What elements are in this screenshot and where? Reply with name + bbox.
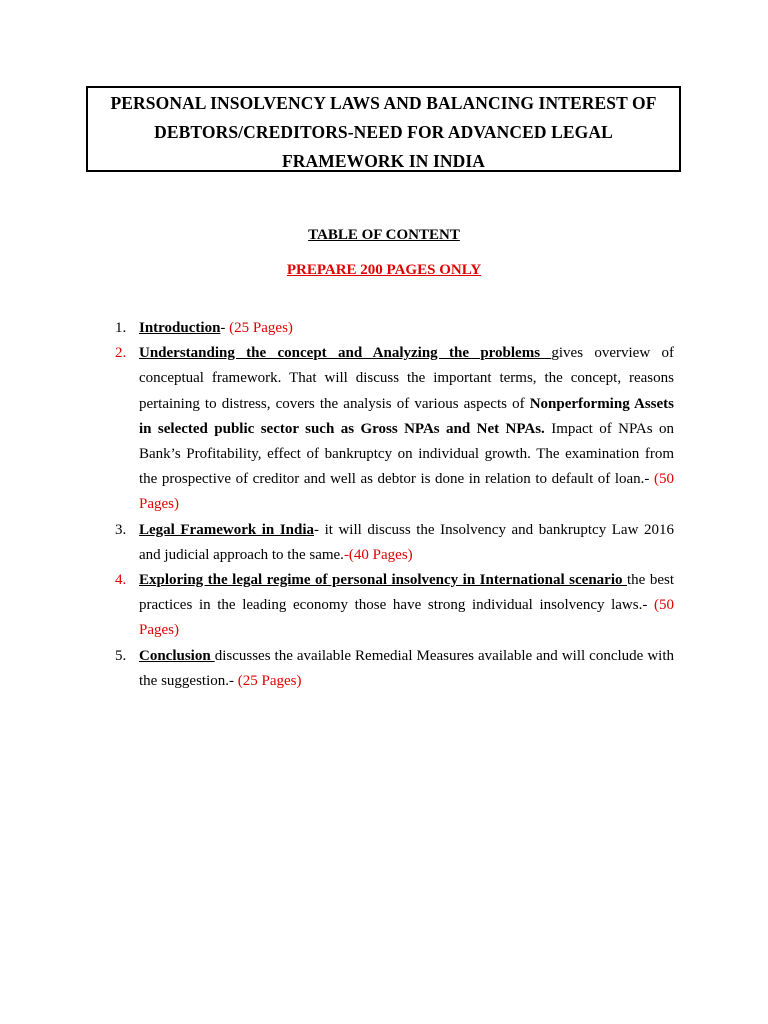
toc-item-separator: - (220, 320, 230, 336)
toc-item-pages: (25 Pages) (229, 320, 293, 336)
toc-item-description-continued: Impact of NPAs on Bank’s Profitability, effect of bankruptcy on individual growth. The examination from the prospective of creditor and well as debtor is done in relation to default of loan.- (139, 420, 674, 488)
toc-item-description-bold: Nonperforming Assets in selected public sector such as Gross NPAs and Net NPAs. (139, 395, 674, 437)
title-line-2: DEBTORS/CREDITORS-NEED FOR ADVANCED LEGAL (154, 122, 613, 142)
title-line-3: FRAMEWORK IN INDIA (281, 151, 486, 171)
toc-item-pages: (50 Pages) (139, 471, 674, 513)
toc-item-description: gives overview of conceptual framework. That will discuss the important terms, the concept, reasons pertaining to distress, covers the analysis of various aspects of (139, 345, 674, 412)
toc-item-title: Conclusion (139, 647, 215, 664)
toc-item-pages: (50 Pages) (139, 597, 674, 639)
toc-item-number: 3. (115, 521, 127, 538)
toc-list (115, 316, 674, 694)
toc-item-conclusion (115, 644, 674, 694)
toc-item-number: 1. (115, 320, 127, 336)
toc-item-number: 4. (115, 572, 127, 589)
document-title-box (86, 86, 681, 172)
toc-item-introduction (115, 316, 674, 341)
toc-item-title: Exploring the legal regime of personal insolvency in International scenario (139, 572, 627, 589)
document-title (88, 88, 679, 176)
toc-item-number: 5. (115, 647, 127, 664)
toc-item-international (115, 568, 674, 644)
toc-item-concept (115, 341, 674, 517)
toc-item-description: the best practices in the leading economy those have strong individual insolvency laws.- (139, 572, 674, 614)
toc-item-number: 2. (115, 345, 127, 362)
toc-item-description: discusses the available Remedial Measures available and will conclude with the suggestion.- (139, 647, 674, 689)
toc-item-title: Legal Framework in India (139, 521, 315, 538)
toc-heading: TABLE OF CONTENT (308, 227, 460, 243)
title-line-1: PERSONAL INSOLVENCY LAWS AND BALANCING INTEREST OF (110, 93, 657, 113)
toc-item-pages: (25 Pages) (237, 672, 302, 689)
toc-item-description: - it will discuss the Insolvency and bankruptcy Law 2016 and judicial approach to the same. (139, 521, 674, 563)
toc-item-legal-framework (115, 518, 674, 568)
page-limit-note: PREPARE 200 PAGES ONLY (286, 262, 482, 278)
toc-item-pages: -(40 Pages) (343, 546, 413, 563)
toc-item-title: Introduction (139, 320, 221, 336)
toc-item-title: Understanding the concept and Analyzing the problems (139, 345, 552, 362)
